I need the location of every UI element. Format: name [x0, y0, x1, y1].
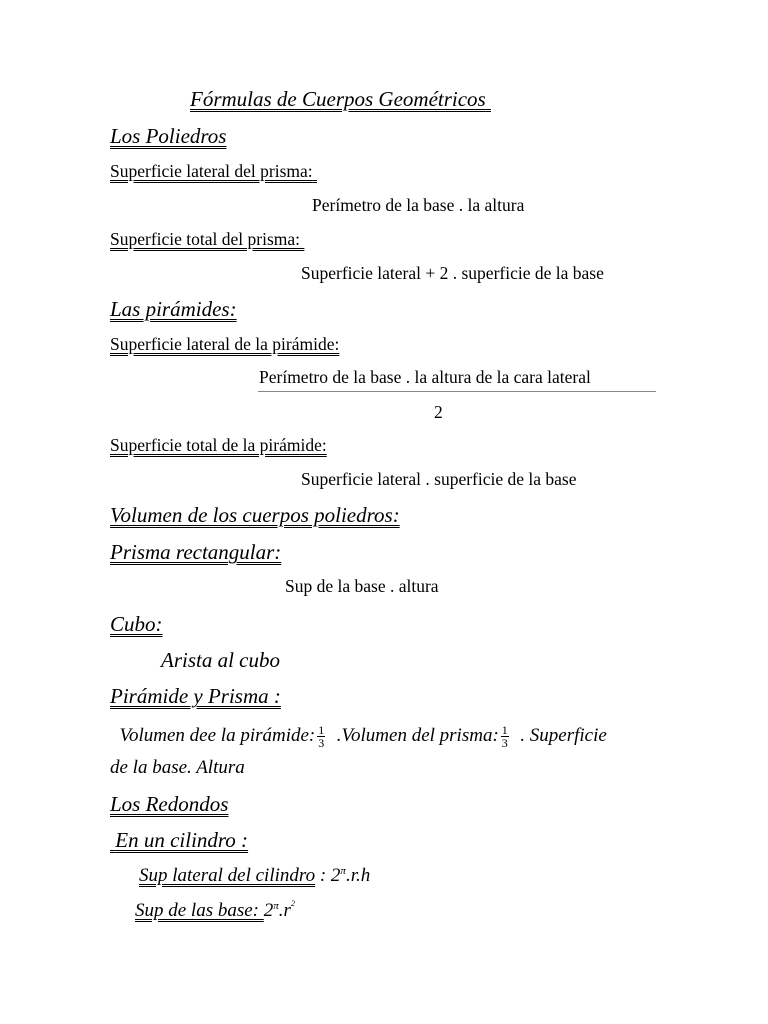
label-lateral-piramide: Superficie lateral de la pirámide:: [110, 334, 340, 354]
formula-lateral-piramide-denominator: 2: [434, 402, 443, 422]
fraction-one-third: $\frac{1}{3}$: [318, 723, 325, 751]
section-heading-piramides: Las pirámides:: [110, 297, 237, 321]
formula-sup-lateral-cilindro: Sup lateral del cilindro : $2^\pi.r.h$: [139, 865, 371, 886]
page-title: Fórmulas de Cuerpos Geométricos: [190, 87, 486, 111]
section-heading-volumen: Volumen de los cuerpos poliedros:: [110, 503, 400, 527]
label-total-piramide: Superficie total de la pirámide:: [110, 435, 327, 455]
heading-piramide-y-prisma: Pirámide y Prisma :: [110, 684, 281, 708]
formula-volumen-prisma: Sup de la base . altura: [285, 576, 439, 596]
pi-symbol: π: [340, 865, 346, 877]
heading-cilindro: En un cilindro :: [115, 828, 249, 852]
label-lateral-prisma: Superficie lateral del prisma:: [110, 161, 313, 181]
formula-cubo: Arista al cubo: [161, 648, 280, 672]
formula-piramide-prisma-line2: de la base. Altura: [110, 757, 245, 778]
fraction-bar: [258, 391, 656, 392]
formula-total-piramide: Superficie lateral . superficie de la base: [301, 469, 577, 489]
fraction-one-third: $\frac{1}{3}$: [501, 723, 508, 751]
heading-cubo: Cubo:: [110, 612, 163, 636]
section-heading-redondos: Los Redondos: [110, 792, 229, 816]
formula-piramide-prisma-line1: Volumen dee la pirámide: $\frac{1}{3}$ .Volumen del prisma: $\frac{1}{3}$ . Superficie: [119, 723, 607, 751]
label-total-prisma: Superficie total del prisma:: [110, 229, 301, 249]
exponent: 2: [290, 899, 295, 908]
pi-symbol: π: [273, 900, 279, 912]
heading-prisma-rectangular: Prisma rectangular:: [110, 540, 282, 564]
formula-total-prisma: Superficie lateral + 2 . superficie de la base: [301, 263, 604, 283]
formula-lateral-prisma: Perímetro de la base . la altura: [312, 195, 525, 215]
formula-lateral-piramide-numerator: Perímetro de la base . la altura de la cara lateral: [259, 367, 591, 387]
formula-sup-base-cilindro: Sup de las base: $2^\pi.r^2$: [135, 899, 295, 921]
section-heading-poliedros: Los Poliedros: [110, 124, 227, 148]
